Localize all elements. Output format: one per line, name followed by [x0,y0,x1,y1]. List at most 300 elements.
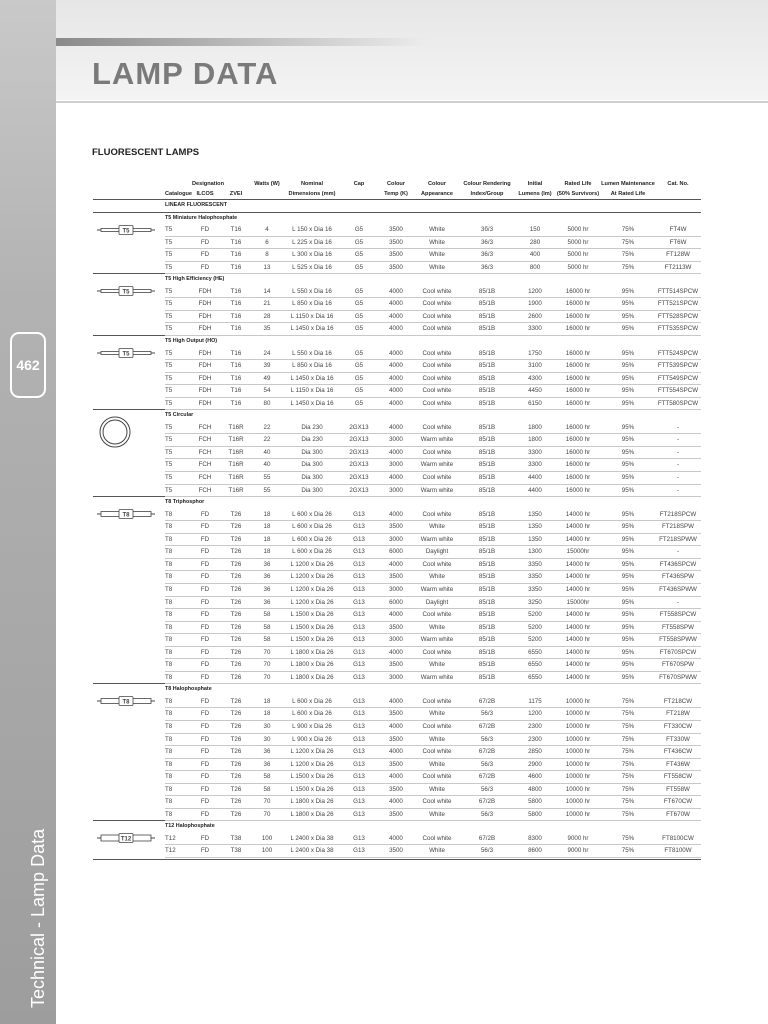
cell-lumen-maintenance: 95% [601,323,655,336]
cell-cat-no: FT558W [655,783,701,796]
cell-initial-lumens: 1800 [515,434,555,447]
cell-watts: 70 [251,808,283,821]
cell-rendering-index: 85/1B [459,558,515,571]
cell-initial-lumens: 5200 [515,621,555,634]
cell-initial-lumens: 280 [515,236,555,249]
cell-rated-life: 9000 hr [555,833,601,845]
cell-initial-lumens: 1200 [515,708,555,721]
cell-rated-life: 14000 hr [555,533,601,546]
col-subheader-temp: Temp (K) [377,190,415,200]
cell-lumen-maintenance: 95% [601,434,655,447]
cell-appearance: Cool white [415,397,459,410]
cell-watts: 36 [251,758,283,771]
cell-ilcos: FD [189,596,221,609]
cell-catalogue: T5 [165,224,189,236]
section-title: T5 High Efficiency (HE) [165,274,701,286]
cell-cat-no: FT4W [655,224,701,236]
cell-appearance: Daylight [415,596,459,609]
cell-cat-no: FTT549SPCW [655,372,701,385]
cell-appearance: Cool white [415,696,459,708]
cell-initial-lumens: 1200 [515,286,555,298]
cell-dimensions: L 1500 x Dia 26 [283,771,341,784]
cell-colour-temp: 4000 [377,720,415,733]
cell-lumen-maintenance: 75% [601,771,655,784]
cell-rendering-index: 85/1B [459,459,515,472]
table-row [93,261,701,274]
col-subheader-appearance: Appearance [415,190,459,200]
lamp-figure-cell [93,212,165,274]
cell-colour-temp: 4000 [377,746,415,759]
cell-colour-temp: 6000 [377,546,415,559]
cell-appearance: Cool white [415,298,459,311]
cell-colour-temp: 4000 [377,696,415,708]
cell-ilcos: FD [189,783,221,796]
header-row-1 [93,180,701,190]
cell-zvei: T16 [221,385,251,398]
col-subheader-watts [251,190,283,200]
section-row [93,497,701,509]
cell-dimensions: L 1500 x Dia 26 [283,609,341,622]
cell-zvei: T16R [221,459,251,472]
cell-dimensions: L 2400 x Dia 38 [283,833,341,845]
table-row [93,224,701,236]
cell-dimensions: L 850 x Dia 16 [283,298,341,311]
cell-cat-no: FT218SPCW [655,509,701,521]
cell-ilcos: FDH [189,310,221,323]
cell-ilcos: FCH [189,434,221,447]
cell-appearance: White [415,249,459,262]
cell-lumen-maintenance: 75% [601,696,655,708]
cell-rendering-index: 85/1B [459,509,515,521]
cell-ilcos: FD [189,249,221,262]
cell-ilcos: FD [189,261,221,274]
cell-cap: G5 [341,249,377,262]
cell-initial-lumens: 4450 [515,385,555,398]
cell-ilcos: FD [189,546,221,559]
cell-colour-temp: 4000 [377,360,415,373]
cell-cap: G5 [341,261,377,274]
cell-lumen-maintenance: 95% [601,533,655,546]
cell-catalogue: T5 [165,249,189,262]
cell-initial-lumens: 3100 [515,360,555,373]
cell-dimensions: L 1500 x Dia 26 [283,783,341,796]
col-subheader-at-rated-life: At Rated Life [601,190,655,200]
cell-cap: 2GX13 [341,434,377,447]
cell-colour-temp: 4000 [377,286,415,298]
cell-dimensions: L 1150 x Dia 16 [283,385,341,398]
cell-cap: G13 [341,783,377,796]
cell-colour-temp: 4000 [377,422,415,434]
cell-appearance: Cool white [415,422,459,434]
cell-ilcos: FD [189,796,221,809]
cell-dimensions: L 1200 x Dia 26 [283,558,341,571]
cell-lumen-maintenance: 75% [601,261,655,274]
lamp-data-table [93,180,701,858]
cell-rendering-index: 67/2B [459,833,515,845]
cell-ilcos: FD [189,521,221,534]
cell-rated-life: 14000 hr [555,634,601,647]
cell-cap: G13 [341,558,377,571]
cell-initial-lumens: 1300 [515,546,555,559]
cell-cap: G13 [341,771,377,784]
cell-lumen-maintenance: 95% [601,459,655,472]
cell-colour-temp: 4000 [377,310,415,323]
cell-initial-lumens: 4600 [515,771,555,784]
col-header-nominal: Nominal [300,181,324,187]
cell-colour-temp: 4000 [377,298,415,311]
section-row [93,821,701,833]
table-row [93,446,701,459]
cell-rated-life: 16000 hr [555,372,601,385]
cell-appearance: White [415,224,459,236]
cell-appearance: Cool white [415,796,459,809]
cell-cap: G5 [341,397,377,410]
cell-rendering-index: 67/2B [459,796,515,809]
cell-lumen-maintenance: 95% [601,385,655,398]
cell-cat-no: FT558SPCW [655,609,701,622]
cell-colour-temp: 3500 [377,659,415,672]
cell-rendering-index: 85/1B [459,385,515,398]
cell-cap: G13 [341,746,377,759]
cell-rendering-index: 85/1B [459,571,515,584]
cell-zvei: T26 [221,634,251,647]
cell-watts: 58 [251,783,283,796]
cell-lumen-maintenance: 75% [601,845,655,858]
cell-rendering-index: 85/1B [459,397,515,410]
cell-cap: G5 [341,298,377,311]
table-row [93,746,701,759]
cell-appearance: Cool white [415,286,459,298]
cell-colour-temp: 3500 [377,845,415,858]
cell-initial-lumens: 3300 [515,446,555,459]
blank-header [93,180,165,190]
cell-appearance: White [415,659,459,672]
cell-colour-temp: 3500 [377,783,415,796]
cell-ilcos: FD [189,621,221,634]
cell-lumen-maintenance: 95% [601,558,655,571]
cell-initial-lumens: 4400 [515,484,555,497]
cell-appearance: Warm white [415,583,459,596]
cell-rendering-index: 67/2B [459,720,515,733]
cell-cap: 2GX13 [341,446,377,459]
cell-rated-life: 10000 hr [555,746,601,759]
cell-rated-life: 16000 hr [555,385,601,398]
cell-rated-life: 14000 hr [555,646,601,659]
cell-appearance: White [415,733,459,746]
cell-rated-life: 10000 hr [555,696,601,708]
cell-catalogue: T8 [165,571,189,584]
t8-lamp-icon [95,509,155,519]
cell-cat-no: FT8100CW [655,833,701,845]
t8-lamp-icon [95,696,155,706]
cell-lumen-maintenance: 75% [601,808,655,821]
cell-appearance: Warm white [415,634,459,647]
header-row-2 [93,190,701,200]
cell-initial-lumens: 8600 [515,845,555,858]
cell-rated-life: 14000 hr [555,571,601,584]
cell-cat-no: FT6W [655,236,701,249]
cell-initial-lumens: 150 [515,224,555,236]
cell-catalogue: T5 [165,472,189,485]
cell-catalogue: T8 [165,733,189,746]
cell-catalogue: T8 [165,720,189,733]
cell-appearance: Cool white [415,746,459,759]
cell-catalogue: T5 [165,434,189,447]
cell-colour-temp: 3500 [377,758,415,771]
col-header-rated-life: Rated Life [564,181,592,187]
cell-cat-no: FTT514SPCW [655,286,701,298]
cell-zvei: T16 [221,310,251,323]
cell-dimensions: L 600 x Dia 26 [283,546,341,559]
cell-initial-lumens: 6550 [515,659,555,672]
col-subheader-dimensions: Dimensions (mm) [283,190,341,200]
cell-rated-life: 14000 hr [555,583,601,596]
cell-appearance: Warm white [415,484,459,497]
cell-lumen-maintenance: 95% [601,571,655,584]
section-row [93,212,701,224]
table-row [93,720,701,733]
cell-rendering-index: 85/1B [459,310,515,323]
cell-rated-life: 14000 hr [555,521,601,534]
cell-rendering-index: 3б/3 [459,224,515,236]
cell-cat-no: FT670SPWW [655,671,701,684]
cell-dimensions: L 600 x Dia 26 [283,521,341,534]
cell-initial-lumens: 1350 [515,509,555,521]
cell-dimensions: L 525 x Dia 16 [283,261,341,274]
cell-cap: G13 [341,596,377,609]
cell-cat-no: FTT521SPCW [655,298,701,311]
cell-appearance: White [415,261,459,274]
cell-cat-no: FT2113W [655,261,701,274]
cell-watts: 70 [251,646,283,659]
cell-rendering-index: 85/1B [459,446,515,459]
cell-rated-life: 5000 hr [555,249,601,262]
cell-rated-life: 16000 hr [555,286,601,298]
cell-catalogue: T8 [165,521,189,534]
cell-watts: 54 [251,385,283,398]
cell-rendering-index: 56/3 [459,708,515,721]
cell-zvei: T16 [221,397,251,410]
cell-zvei: T16 [221,249,251,262]
cell-lumen-maintenance: 95% [601,671,655,684]
cell-watts: 58 [251,771,283,784]
cell-colour-temp: 3500 [377,708,415,721]
cell-watts: 58 [251,634,283,647]
cell-zvei: T26 [221,733,251,746]
cell-watts: 58 [251,621,283,634]
cell-cat-no: - [655,472,701,485]
cell-ilcos: FD [189,583,221,596]
category-row [93,200,701,213]
cell-initial-lumens: 6150 [515,397,555,410]
cell-cat-no: FT558SPW [655,621,701,634]
cell-lumen-maintenance: 95% [601,310,655,323]
lamp-data-table-wrap [93,180,701,858]
cell-dimensions: L 550 x Dia 16 [283,348,341,360]
cell-cap: G13 [341,659,377,672]
table-row [93,546,701,559]
cell-lumen-maintenance: 75% [601,224,655,236]
cell-dimensions: L 1450 x Dia 16 [283,372,341,385]
cell-rendering-index: 85/1B [459,372,515,385]
section-row [93,684,701,696]
cell-watts: 80 [251,397,283,410]
lamp-figure-cell [93,684,165,821]
col-subheader-index-group: Index/Group [459,190,515,200]
cell-colour-temp: 3000 [377,533,415,546]
cell-lumen-maintenance: 75% [601,236,655,249]
table-row [93,571,701,584]
cell-dimensions: Dia 230 [283,434,341,447]
cell-dimensions: L 550 x Dia 16 [283,286,341,298]
cell-cat-no: FT558SPWW [655,634,701,647]
cell-rated-life: 16000 hr [555,310,601,323]
cell-catalogue: T5 [165,397,189,410]
col-header-designation: Designation [191,181,224,187]
cell-appearance: Cool white [415,472,459,485]
cell-dimensions: L 225 x Dia 16 [283,236,341,249]
cell-appearance: White [415,571,459,584]
cell-dimensions: L 600 x Dia 26 [283,696,341,708]
cell-cap: G13 [341,733,377,746]
cell-rated-life: 16000 hr [555,348,601,360]
cell-zvei: T26 [221,609,251,622]
cell-cap: G13 [341,609,377,622]
cell-appearance: Cool white [415,558,459,571]
cell-colour-temp: 4000 [377,397,415,410]
cell-catalogue: T8 [165,696,189,708]
cell-rendering-index: 85/1B [459,596,515,609]
cell-rendering-index: 56/3 [459,783,515,796]
cell-initial-lumens: 3300 [515,459,555,472]
cell-cat-no: FT436SPCW [655,558,701,571]
cell-catalogue: T8 [165,509,189,521]
cell-ilcos: FCH [189,422,221,434]
cell-watts: 36 [251,558,283,571]
cell-dimensions: L 1200 x Dia 26 [283,746,341,759]
t5-lamp-icon [95,286,155,296]
cell-catalogue: T8 [165,771,189,784]
cell-cap: 2GX13 [341,459,377,472]
cell-dimensions: Dia 300 [283,446,341,459]
col-subheader-lumens: Lumens (lm) [515,190,555,200]
cell-initial-lumens: 4400 [515,472,555,485]
cell-cap: G13 [341,796,377,809]
cell-watts: 35 [251,323,283,336]
cell-lumen-maintenance: 75% [601,708,655,721]
cell-appearance: White [415,621,459,634]
cell-zvei: T26 [221,783,251,796]
cell-zvei: T16 [221,298,251,311]
cell-rendering-index: 85/1B [459,323,515,336]
cell-rated-life: 14000 hr [555,621,601,634]
cell-watts: 55 [251,484,283,497]
cell-rendering-index: 56/3 [459,808,515,821]
table-row [93,484,701,497]
cell-initial-lumens: 3350 [515,571,555,584]
cell-zvei: T16 [221,348,251,360]
cell-dimensions: L 1800 x Dia 26 [283,646,341,659]
cell-zvei: T16 [221,261,251,274]
cell-cat-no: FT330W [655,733,701,746]
category-label: LINEAR FLUORESCENT [165,200,701,213]
cell-cap: G13 [341,509,377,521]
cell-watts: 100 [251,833,283,845]
cell-cap: G13 [341,808,377,821]
cell-lumen-maintenance: 95% [601,286,655,298]
cell-ilcos: FD [189,771,221,784]
cell-catalogue: T5 [165,484,189,497]
cell-initial-lumens: 5800 [515,796,555,809]
cell-cat-no: FT8100W [655,845,701,858]
cell-dimensions: Dia 300 [283,472,341,485]
cell-catalogue: T8 [165,546,189,559]
cell-rendering-index: 56/3 [459,733,515,746]
cell-zvei: T26 [221,696,251,708]
cell-colour-temp: 3000 [377,583,415,596]
col-header-watts: Watts (W) [254,181,280,187]
cell-catalogue: T5 [165,422,189,434]
section-row [93,274,701,286]
cell-catalogue: T8 [165,596,189,609]
cell-appearance: White [415,845,459,858]
cell-catalogue: T8 [165,558,189,571]
cell-colour-temp: 3500 [377,236,415,249]
cell-rendering-index: 85/1B [459,609,515,622]
cell-initial-lumens: 400 [515,249,555,262]
cell-zvei: T26 [221,509,251,521]
cell-cap: G13 [341,521,377,534]
cell-lumen-maintenance: 75% [601,733,655,746]
cell-cat-no: FT558CW [655,771,701,784]
cell-initial-lumens: 2600 [515,310,555,323]
cell-dimensions: Dia 300 [283,484,341,497]
lamp-figure-cell [93,821,165,858]
cell-rendering-index: 85/1B [459,659,515,672]
cell-rated-life: 5000 hr [555,224,601,236]
cell-appearance: Warm white [415,434,459,447]
cell-dimensions: Dia 300 [283,459,341,472]
cell-ilcos: FDH [189,397,221,410]
cell-initial-lumens: 2300 [515,720,555,733]
cell-cap: G13 [341,571,377,584]
cell-ilcos: FDH [189,323,221,336]
cell-appearance: Cool white [415,348,459,360]
cell-dimensions: L 1200 x Dia 26 [283,583,341,596]
table-row [93,708,701,721]
cell-watts: 18 [251,533,283,546]
cell-lumen-maintenance: 95% [601,397,655,410]
cell-catalogue: T8 [165,583,189,596]
cell-lumen-maintenance: 75% [601,720,655,733]
cell-rated-life: 16000 hr [555,298,601,311]
cell-cap: 2GX13 [341,422,377,434]
blank-header [93,190,165,200]
cell-dimensions: L 600 x Dia 26 [283,708,341,721]
cell-ilcos: FD [189,845,221,858]
cell-zvei: T26 [221,621,251,634]
cell-appearance: Warm white [415,459,459,472]
cell-cat-no: FTT528SPCW [655,310,701,323]
cell-initial-lumens: 1350 [515,533,555,546]
cell-cat-no: - [655,546,701,559]
cell-rated-life: 10000 hr [555,771,601,784]
cell-zvei: T16 [221,323,251,336]
cell-ilcos: FD [189,558,221,571]
cell-catalogue: T8 [165,646,189,659]
circular-lamp-icon [95,414,155,450]
cell-colour-temp: 4000 [377,796,415,809]
